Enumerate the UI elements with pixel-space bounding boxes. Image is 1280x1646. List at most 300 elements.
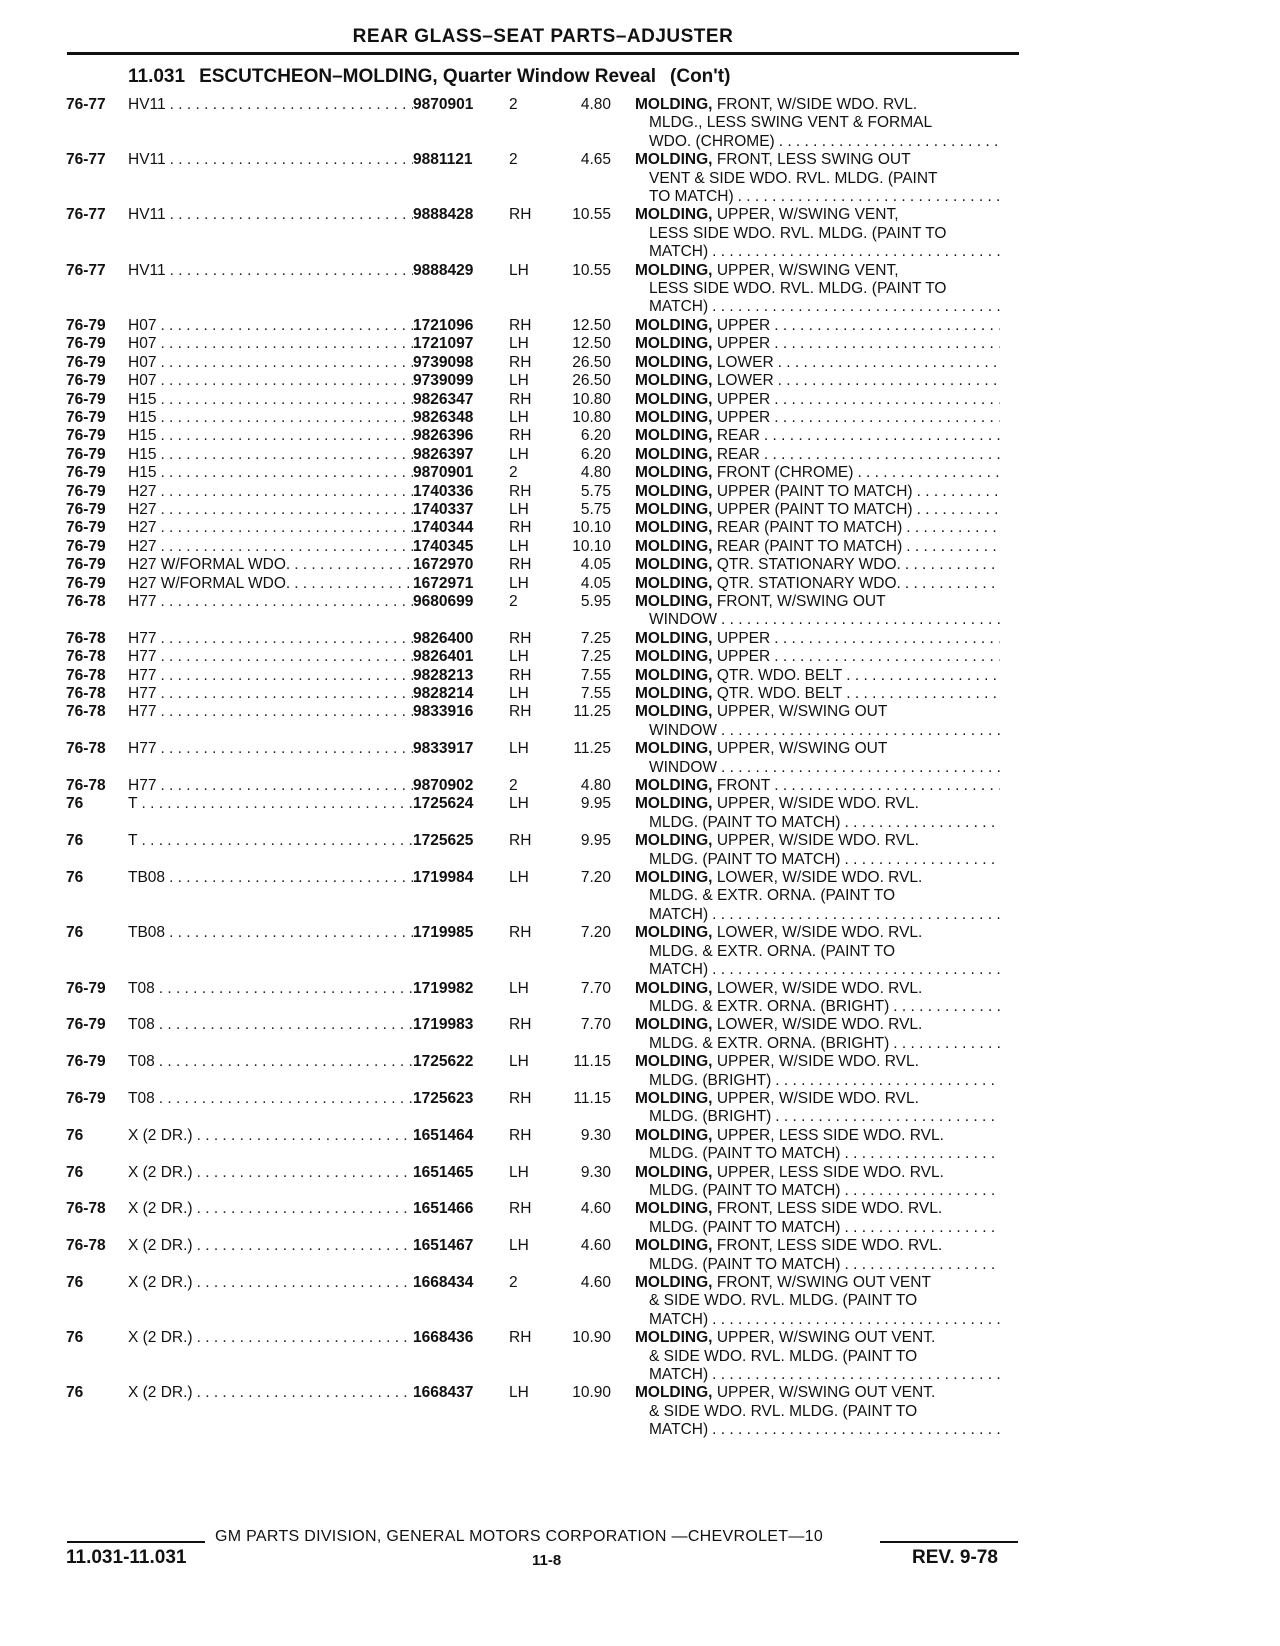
- year-range: 76-78: [66, 648, 106, 666]
- description: [629, 464, 1000, 482]
- dot-leader: [166, 206, 413, 224]
- side-quantity: LH: [509, 372, 529, 390]
- year-range: 76-77: [66, 96, 106, 113]
- description-line: [635, 1016, 1000, 1034]
- year-range: 76-79: [66, 464, 106, 482]
- table-row: [66, 795, 1026, 832]
- side-quantity: 2: [509, 464, 518, 482]
- description-text: UPPER, LESS SIDE WDO. RVL.: [716, 1163, 944, 1181]
- description-line: [635, 354, 1000, 372]
- dot-leader: [156, 703, 413, 721]
- description: [629, 501, 1000, 519]
- description: [629, 1090, 1000, 1127]
- description-text: MATCH): [649, 905, 709, 923]
- dot-leader: [156, 354, 413, 372]
- part-number: 9870901: [413, 96, 474, 113]
- description-line: [635, 391, 1000, 409]
- dot-leader: [770, 335, 1000, 353]
- part-number: 9870901: [413, 464, 474, 482]
- model-code: H15: [128, 408, 157, 426]
- description-text: REAR (PAINT TO MATCH): [716, 537, 903, 555]
- model-code: H15: [128, 427, 157, 445]
- model-cell: [128, 1237, 413, 1255]
- dot-leader: [717, 759, 1000, 777]
- description-text: LOWER: [716, 353, 774, 371]
- model-cell: [128, 795, 413, 813]
- dot-leader: [902, 519, 1000, 537]
- description: [629, 795, 1000, 832]
- description-text: UPPER: [716, 316, 771, 334]
- part-number: 9826347: [413, 390, 474, 408]
- dot-leader: [842, 667, 1000, 685]
- model-cell: [128, 538, 413, 556]
- price: 12.50: [572, 316, 611, 334]
- description-text: UPPER, W/SIDE WDO. RVL.: [716, 795, 919, 813]
- dot-leader: [156, 538, 413, 556]
- year-range: 76: [66, 924, 84, 942]
- description-line: [635, 887, 1000, 905]
- year-range: 76-78: [66, 629, 106, 647]
- model-cell: [128, 667, 413, 685]
- year-range: 76-79: [66, 1089, 106, 1107]
- year-range: 76-78: [66, 592, 106, 610]
- description: [629, 1237, 1000, 1274]
- part-number: 9833916: [413, 703, 474, 721]
- model-cell: [128, 354, 413, 372]
- price: 4.80: [580, 464, 611, 482]
- description-line: [635, 1329, 1000, 1347]
- description-line: [635, 280, 1000, 298]
- part-number: 1651465: [413, 1163, 474, 1181]
- model-code: X (2 DR.): [128, 1126, 193, 1144]
- year-range: 76-79: [66, 335, 106, 353]
- item-name: MOLDING,: [635, 427, 713, 445]
- dot-leader: [770, 648, 1000, 666]
- side-quantity: LH: [509, 261, 529, 279]
- item-name: MOLDING,: [635, 1016, 713, 1034]
- table-row: [66, 262, 1026, 317]
- description-text: LESS SIDE WDO. RVL. MLDG. (PAINT TO: [649, 280, 947, 298]
- description-line: [635, 722, 1000, 740]
- dot-leader: [889, 998, 1000, 1016]
- year-range: 76-78: [66, 740, 106, 758]
- model-code: TB08: [128, 869, 166, 887]
- dot-leader: [156, 630, 413, 648]
- side-quantity: LH: [509, 1384, 529, 1402]
- description-text: MLDG. (PAINT TO MATCH): [649, 850, 841, 868]
- revision-date: REV. 9-78: [912, 1547, 998, 1568]
- side-quantity: 2: [509, 151, 518, 169]
- description-line: [635, 630, 1000, 648]
- description-text: MATCH): [649, 1310, 709, 1328]
- description: [629, 703, 1000, 740]
- side-quantity: RH: [509, 316, 532, 334]
- description-line: [635, 795, 1000, 813]
- dot-leader: [155, 1053, 413, 1071]
- description-line: [635, 777, 1000, 795]
- description-line: [635, 538, 1000, 556]
- description-text: LOWER: [716, 372, 774, 390]
- model-code: H77: [128, 629, 157, 647]
- part-number: 9888429: [413, 261, 474, 279]
- side-quantity: RH: [509, 832, 532, 850]
- dot-leader: [708, 298, 1000, 316]
- model-code: H07: [128, 335, 157, 353]
- model-cell: [128, 1200, 413, 1218]
- year-range: 76-77: [66, 206, 106, 224]
- year-range: 76-78: [66, 685, 106, 702]
- price: 7.55: [580, 666, 611, 684]
- price: 7.20: [580, 869, 611, 887]
- price: 4.60: [580, 1237, 611, 1255]
- item-name: MOLDING,: [635, 1126, 713, 1144]
- table-row: [66, 391, 1026, 409]
- year-range: 76: [66, 1163, 84, 1181]
- side-quantity: LH: [509, 795, 529, 813]
- dot-leader: [156, 391, 413, 409]
- page-number: 11-8: [532, 1552, 562, 1569]
- year-range: 76-77: [66, 151, 106, 169]
- description-line: [635, 427, 1000, 445]
- table-row: [66, 372, 1026, 390]
- table-row: [66, 317, 1026, 335]
- item-name: MOLDING,: [635, 556, 713, 574]
- side-quantity: RH: [509, 1089, 532, 1107]
- description: [629, 1384, 1000, 1439]
- dot-leader: [840, 1145, 1000, 1163]
- description-text: MLDG. (PAINT TO MATCH): [649, 1218, 841, 1236]
- dot-leader: [708, 243, 1000, 261]
- dot-leader: [760, 446, 1000, 464]
- year-range: 76-79: [66, 353, 106, 371]
- price: 10.10: [572, 537, 611, 555]
- model-code: H15: [128, 445, 157, 463]
- item-name: MOLDING,: [635, 390, 713, 408]
- description-text: UPPER: [716, 648, 771, 666]
- model-cell: [128, 1053, 413, 1071]
- model-code: HV11: [128, 151, 166, 169]
- dot-leader: [193, 1200, 413, 1218]
- table-row: [66, 335, 1026, 353]
- description-text: & SIDE WDO. RVL. MLDG. (PAINT TO: [649, 1292, 918, 1310]
- model-cell: [128, 630, 413, 648]
- side-quantity: RH: [509, 1329, 532, 1347]
- table-row: [66, 1090, 1026, 1127]
- model-code: H77: [128, 592, 157, 610]
- model-code: HV11: [128, 261, 166, 279]
- dot-leader: [901, 556, 1000, 574]
- dot-leader: [770, 777, 1000, 795]
- description-line: [635, 611, 1000, 629]
- side-quantity: RH: [509, 427, 532, 445]
- table-row: [66, 354, 1026, 372]
- part-number: 1740336: [413, 482, 474, 500]
- model-code: H07: [128, 353, 157, 371]
- model-cell: [128, 703, 413, 721]
- dot-leader: [156, 483, 413, 501]
- table-row: [66, 1016, 1026, 1053]
- dot-leader: [156, 446, 413, 464]
- part-number: 1725625: [413, 832, 474, 850]
- item-name: MOLDING,: [635, 795, 713, 813]
- side-quantity: LH: [509, 740, 529, 758]
- year-range: 76: [66, 1329, 84, 1347]
- dot-leader: [708, 1421, 1000, 1439]
- dot-leader: [708, 1311, 1000, 1329]
- model-cell: [128, 593, 413, 611]
- description: [629, 317, 1000, 335]
- description-text: UPPER, W/SWING OUT: [716, 740, 888, 758]
- item-name: MOLDING,: [635, 1053, 713, 1071]
- dot-leader: [156, 501, 413, 519]
- description-text: LOWER, W/SIDE WDO. RVL.: [716, 869, 923, 887]
- description-line: [635, 464, 1000, 482]
- part-number: 1719985: [413, 924, 474, 942]
- model-code: T08: [128, 1053, 155, 1071]
- part-number: 9828214: [413, 685, 474, 702]
- description-text: WINDOW: [649, 721, 718, 739]
- price: 11.15: [573, 1053, 611, 1071]
- model-cell: [128, 1016, 413, 1034]
- side-quantity: RH: [509, 1016, 532, 1034]
- model-code: X (2 DR.): [128, 1237, 193, 1255]
- description-line: [635, 1035, 1000, 1053]
- description-line: [635, 372, 1000, 390]
- price: 26.50: [572, 372, 611, 390]
- description: [629, 740, 1000, 777]
- description-line: [635, 924, 1000, 942]
- model-code: T08: [128, 979, 155, 997]
- description: [629, 96, 1000, 151]
- model-cell: [128, 206, 413, 224]
- year-range: 76-78: [66, 703, 106, 721]
- part-number: 1668437: [413, 1384, 474, 1402]
- description-line: [635, 335, 1000, 353]
- side-quantity: LH: [509, 1053, 529, 1071]
- price: 10.55: [572, 261, 611, 279]
- dot-leader: [717, 722, 1000, 740]
- year-range: 76-79: [66, 1016, 106, 1034]
- table-row: [66, 409, 1026, 427]
- dot-leader: [853, 464, 1000, 482]
- side-quantity: LH: [509, 537, 529, 555]
- table-row: [66, 464, 1026, 482]
- description: [629, 832, 1000, 869]
- part-number: 9870902: [413, 777, 474, 795]
- description-text: WINDOW: [649, 758, 718, 776]
- side-quantity: 2: [509, 592, 518, 610]
- table-row: [66, 777, 1026, 795]
- table-row: [66, 446, 1026, 464]
- price: 7.55: [580, 685, 611, 702]
- side-quantity: RH: [509, 353, 532, 371]
- description-line: [635, 740, 1000, 758]
- description-text: UPPER, W/SWING OUT: [716, 703, 888, 721]
- model-code: HV11: [128, 206, 166, 224]
- dot-leader: [156, 777, 413, 795]
- year-range: 76-79: [66, 372, 106, 390]
- dot-leader: [840, 1219, 1000, 1237]
- model-code: H77: [128, 666, 157, 684]
- price: 10.80: [572, 390, 611, 408]
- description-line: [635, 1348, 1000, 1366]
- dot-leader: [290, 575, 413, 593]
- description-text: REAR (PAINT TO MATCH): [716, 519, 903, 537]
- description-text: UPPER, W/SIDE WDO. RVL.: [716, 832, 919, 850]
- price: 10.90: [572, 1329, 611, 1347]
- description-line: [635, 980, 1000, 998]
- dot-leader: [155, 1016, 413, 1034]
- dot-leader: [156, 593, 413, 611]
- description-line: [635, 1292, 1000, 1310]
- description-line: [635, 409, 1000, 427]
- part-number: 1725623: [413, 1089, 474, 1107]
- item-name: MOLDING,: [635, 574, 713, 592]
- description-text: UPPER, W/SWING VENT,: [716, 206, 899, 224]
- description-line: [635, 96, 1000, 114]
- description-text: LOWER, W/SIDE WDO. RVL.: [716, 924, 923, 942]
- year-range: 76-79: [66, 500, 106, 518]
- description-text: QTR. STATIONARY WDO.: [716, 556, 901, 574]
- item-name: MOLDING,: [635, 777, 713, 795]
- price: 4.05: [580, 574, 611, 592]
- price: 7.25: [580, 648, 611, 666]
- model-cell: [128, 1164, 413, 1182]
- table-row: [66, 1329, 1026, 1384]
- model-cell: [128, 262, 413, 280]
- description-line: [635, 298, 1000, 316]
- model-cell: [128, 483, 413, 501]
- description-line: [635, 1182, 1000, 1200]
- description-line: [635, 906, 1000, 924]
- table-row: [66, 1237, 1026, 1274]
- model-cell: [128, 1090, 413, 1108]
- description-text: MLDG. (BRIGHT): [649, 1071, 772, 1089]
- description: [629, 667, 1000, 685]
- dot-leader: [775, 133, 1000, 151]
- model-cell: [128, 519, 413, 537]
- description: [629, 630, 1000, 648]
- year-range: 76: [66, 1384, 84, 1402]
- description: [629, 648, 1000, 666]
- model-code: H15: [128, 390, 157, 408]
- table-row: [66, 1127, 1026, 1164]
- description-text: FRONT, W/SWING OUT VENT: [716, 1274, 931, 1291]
- description-text: MATCH): [649, 298, 709, 316]
- table-row: [66, 740, 1026, 777]
- price: 9.30: [580, 1163, 611, 1181]
- model-cell: [128, 427, 413, 445]
- side-quantity: RH: [509, 206, 532, 224]
- description-line: [635, 648, 1000, 666]
- table-row: [66, 519, 1026, 537]
- item-name: MOLDING,: [635, 592, 713, 610]
- description-line: [635, 685, 1000, 703]
- year-range: 76-78: [66, 1237, 106, 1255]
- description-text: MLDG. (BRIGHT): [649, 1108, 772, 1126]
- table-row: [66, 427, 1026, 445]
- description-text: FRONT, W/SWING OUT: [716, 592, 886, 610]
- side-quantity: LH: [509, 1237, 529, 1255]
- dot-leader: [165, 924, 413, 942]
- section-title: ESCUTCHEON–MOLDING, Quarter Window Reveal: [199, 66, 657, 87]
- model-cell: [128, 446, 413, 464]
- description-text: LOWER, W/SIDE WDO. RVL.: [716, 979, 923, 997]
- model-code: X (2 DR.): [128, 1274, 193, 1291]
- item-name: MOLDING,: [635, 832, 713, 850]
- description-line: [635, 1421, 1000, 1439]
- description-text: LOWER, W/SIDE WDO. RVL.: [716, 1016, 923, 1034]
- year-range: 76-79: [66, 1053, 106, 1071]
- part-number: 1668436: [413, 1329, 474, 1347]
- side-quantity: RH: [509, 703, 532, 721]
- dot-leader: [771, 1072, 1000, 1090]
- model-cell: [128, 372, 413, 390]
- dot-leader: [156, 740, 413, 758]
- table-row: [66, 575, 1026, 593]
- description-text: UPPER, W/SWING OUT VENT.: [716, 1329, 936, 1347]
- price: 7.25: [580, 629, 611, 647]
- description-line: [635, 851, 1000, 869]
- year-range: 76-79: [66, 556, 106, 574]
- model-cell: [128, 501, 413, 519]
- side-quantity: RH: [509, 629, 532, 647]
- description: [629, 372, 1000, 390]
- dot-leader: [156, 409, 413, 427]
- dot-leader: [156, 427, 413, 445]
- dot-leader: [771, 1108, 1000, 1126]
- description-line: [635, 243, 1000, 261]
- dot-leader: [770, 317, 1000, 335]
- description-line: [635, 1200, 1000, 1218]
- description-text: UPPER, W/SIDE WDO. RVL.: [716, 1089, 919, 1107]
- model-code: HV11: [128, 96, 166, 113]
- description-line: [635, 575, 1000, 593]
- dot-leader: [155, 980, 413, 998]
- year-range: 76: [66, 1126, 84, 1144]
- description: [629, 685, 1000, 703]
- description-line: [635, 1219, 1000, 1237]
- dot-leader: [840, 1256, 1000, 1274]
- dot-leader: [901, 575, 1000, 593]
- description: [629, 777, 1000, 795]
- price: 11.25: [573, 703, 611, 721]
- side-quantity: LH: [509, 408, 529, 426]
- item-name: MOLDING,: [635, 869, 713, 887]
- description-text: FRONT: [716, 777, 771, 795]
- table-row: [66, 667, 1026, 685]
- price: 5.75: [580, 500, 611, 518]
- description-line: [635, 206, 1000, 224]
- description-line: [635, 667, 1000, 685]
- item-name: MOLDING,: [635, 335, 713, 353]
- model-code: H27: [128, 482, 157, 500]
- table-row: [66, 483, 1026, 501]
- table-row: [66, 630, 1026, 648]
- side-quantity: RH: [509, 482, 532, 500]
- description-text: UPPER: [716, 408, 771, 426]
- year-range: 76-79: [66, 574, 106, 592]
- item-name: MOLDING,: [635, 96, 713, 113]
- price: 7.70: [580, 979, 611, 997]
- description-line: [635, 151, 1000, 169]
- table-row: [66, 593, 1026, 630]
- year-range: 76-79: [66, 519, 106, 537]
- price: 9.30: [580, 1126, 611, 1144]
- description-text: UPPER: [716, 629, 771, 647]
- dot-leader: [770, 391, 1000, 409]
- model-code: H77: [128, 685, 157, 702]
